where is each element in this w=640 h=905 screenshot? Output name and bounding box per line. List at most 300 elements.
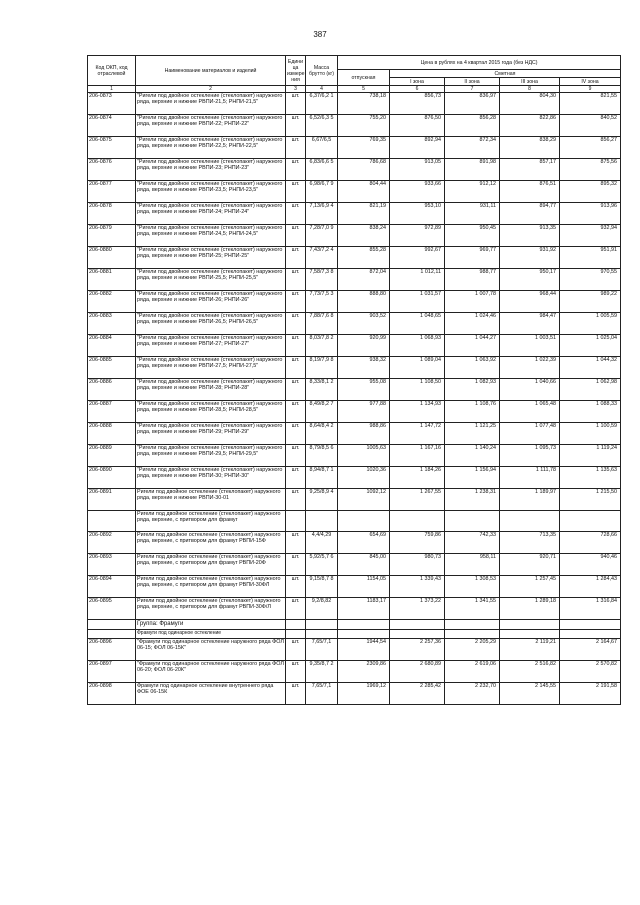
table-row — [88, 335, 621, 357]
empty-cell — [445, 630, 500, 639]
price-zone2-cell: 2 619,06 — [445, 661, 500, 683]
price-zone4-cell: 875,56 — [560, 159, 621, 181]
empty-cell — [500, 511, 560, 532]
mass-cell: 6,52/6,3 5 — [306, 115, 338, 137]
mass-cell: 6,37/6,2 1 — [306, 93, 338, 115]
price-zone2-cell: 1 044,27 — [445, 335, 500, 357]
mass-cell: 8,94/8,7 1 — [306, 467, 338, 489]
price-otpusknaya-cell: 755,20 — [338, 115, 390, 137]
unit-cell: шт. — [286, 357, 306, 379]
price-zone3-cell: 1 095,73 — [500, 445, 560, 467]
unit-cell: шт. — [286, 489, 306, 511]
product-code-cell: 206-0890 — [88, 467, 136, 489]
table-row — [88, 115, 621, 137]
price-zone1-cell: 2 680,89 — [390, 661, 445, 683]
price-zone2-cell: 988,77 — [445, 269, 500, 291]
product-name-cell: "Ригели под двойное остекление (стеклопакет) наружного ряда, верхние и нижние РВПИ-26,5; РНПИ-26,5" — [136, 313, 286, 335]
price-zone4-cell: 1 284,43 — [560, 576, 621, 598]
price-zone2-cell: 931,11 — [445, 203, 500, 225]
table-row — [88, 576, 621, 598]
price-zone3-cell: 804,30 — [500, 93, 560, 115]
product-name-cell: "Ригели под двойное остекление (стеклопакет) наружного ряда, верхние и нижние РВПИ-27; РНПИ-27" — [136, 335, 286, 357]
price-zone1-cell: 2 257,36 — [390, 639, 445, 661]
page-number: 387 — [313, 30, 327, 39]
unit-cell: шт. — [286, 423, 306, 445]
mass-cell: 7,43/7,2 4 — [306, 247, 338, 269]
table-body — [88, 86, 621, 705]
table-row — [88, 554, 621, 576]
unit-cell: шт. — [286, 159, 306, 181]
price-zone4-cell: 840,52 — [560, 115, 621, 137]
price-otpusknaya-cell: 838,24 — [338, 225, 390, 247]
price-otpusknaya-cell: 2309,86 — [338, 661, 390, 683]
mass-cell: 8,33/8,1 2 — [306, 379, 338, 401]
price-zone4-cell: 940,46 — [560, 554, 621, 576]
product-name-cell: "Ригели под двойное остекление (стеклопакет) наружного ряда, верхние и нижние РВПИ-25,5; РНПИ-25,5" — [136, 269, 286, 291]
product-code-cell: 206-0887 — [88, 401, 136, 423]
table-row — [88, 683, 621, 705]
price-zone2-cell: 1 121,25 — [445, 423, 500, 445]
price-otpusknaya-cell: 988,86 — [338, 423, 390, 445]
table-row — [88, 269, 621, 291]
price-zone1-cell: 892,94 — [390, 137, 445, 159]
empty-cell — [286, 511, 306, 532]
price-zone3-cell: 968,44 — [500, 291, 560, 313]
price-zone2-cell: 1 140,24 — [445, 445, 500, 467]
product-name-cell: "Ригели под двойное остекление (стеклопакет) наружного ряда, верхние и нижние РВПИ-29,5; РНПИ-29,5" — [136, 445, 286, 467]
section-note: Ригели под двойное остекление (стеклопакет) наружного ряда, верхние, с притвором для фрамуг — [136, 511, 286, 532]
price-otpusknaya-cell: 955,08 — [338, 379, 390, 401]
table-row — [88, 532, 621, 554]
price-otpusknaya-cell: 872,04 — [338, 269, 390, 291]
empty-cell — [88, 630, 136, 639]
empty-cell — [500, 630, 560, 639]
product-code-cell: 206-0892 — [88, 532, 136, 554]
empty-cell — [338, 630, 390, 639]
product-name-cell: "Ригели под двойное остекление (стеклопакет) наружного ряда, верхние и нижние РВПИ-25; РНПИ-25" — [136, 247, 286, 269]
product-code-cell: 206-0878 — [88, 203, 136, 225]
mass-cell: 4,4/4,29 — [306, 532, 338, 554]
empty-cell — [306, 630, 338, 639]
column-number-cell: 4 — [306, 86, 338, 93]
price-zone1-cell: 876,50 — [390, 115, 445, 137]
unit-cell: шт. — [286, 247, 306, 269]
price-zone2-cell: 1 007,78 — [445, 291, 500, 313]
product-code-cell: 206-0882 — [88, 291, 136, 313]
price-zone4-cell: 989,22 — [560, 291, 621, 313]
product-name-cell: "Ригели под двойное остекление (стеклопакет) наружного ряда, верхние и нижние РВПИ-28; РНПИ-28" — [136, 379, 286, 401]
price-otpusknaya-cell: 654,69 — [338, 532, 390, 554]
unit-cell: шт. — [286, 269, 306, 291]
price-zone2-cell: 872,34 — [445, 137, 500, 159]
price-zone4-cell: 913,96 — [560, 203, 621, 225]
price-zone3-cell: 1 289,18 — [500, 598, 560, 620]
price-zone2-cell: 1 082,93 — [445, 379, 500, 401]
price-zone3-cell: 838,29 — [500, 137, 560, 159]
price-zone4-cell: 1 100,59 — [560, 423, 621, 445]
price-zone4-cell: 970,55 — [560, 269, 621, 291]
mass-cell: 6,98/6,7 9 — [306, 181, 338, 203]
price-zone1-cell: 1 089,04 — [390, 357, 445, 379]
col-smetnaya-header: Сметная — [390, 70, 621, 78]
price-zone4-cell: 728,66 — [560, 532, 621, 554]
price-zone2-cell: 1 108,76 — [445, 401, 500, 423]
empty-cell — [445, 620, 500, 630]
table-row — [88, 445, 621, 467]
mass-cell: 8,79/8,5 6 — [306, 445, 338, 467]
price-zone3-cell: 713,35 — [500, 532, 560, 554]
price-zone3-cell: 984,47 — [500, 313, 560, 335]
unit-cell: шт. — [286, 554, 306, 576]
price-zone2-cell: 1 063,92 — [445, 357, 500, 379]
price-zone3-cell: 1 003,51 — [500, 335, 560, 357]
unit-cell: шт. — [286, 639, 306, 661]
price-otpusknaya-cell: 1092,12 — [338, 489, 390, 511]
price-zone1-cell: 1 108,50 — [390, 379, 445, 401]
table-row — [88, 247, 621, 269]
empty-cell — [338, 620, 390, 630]
col-mass-header: Масса брутто (кг) — [306, 56, 338, 86]
subgroup-label: Фрамуги под одинарное остекление — [136, 630, 286, 639]
price-otpusknaya-cell: 888,80 — [338, 291, 390, 313]
price-zone1-cell: 1 134,93 — [390, 401, 445, 423]
price-otpusknaya-cell: 1944,54 — [338, 639, 390, 661]
price-zone2-cell: 891,98 — [445, 159, 500, 181]
price-zone2-cell: 836,97 — [445, 93, 500, 115]
unit-cell: шт. — [286, 335, 306, 357]
table-row — [88, 181, 621, 203]
price-otpusknaya-cell: 786,68 — [338, 159, 390, 181]
mass-cell: 9,15/8,7 8 — [306, 576, 338, 598]
mass-cell: 5,92/5,7 6 — [306, 554, 338, 576]
mass-cell: 9,2/8,82 — [306, 598, 338, 620]
col-price-group-header: Цена в рублях на 4 квартал 2015 года (без НДС) — [338, 56, 621, 70]
price-zone2-cell: 1 238,31 — [445, 489, 500, 511]
empty-cell — [306, 511, 338, 532]
product-code-cell: 206-0888 — [88, 423, 136, 445]
product-name-cell: "Ригели под двойное остекление (стеклопакет) наружного ряда, верхние и нижние РВПИ-26; РНПИ-26" — [136, 291, 286, 313]
product-code-cell: 206-0879 — [88, 225, 136, 247]
unit-cell: шт. — [286, 93, 306, 115]
price-zone3-cell: 2 145,55 — [500, 683, 560, 705]
price-zone1-cell: 992,67 — [390, 247, 445, 269]
price-otpusknaya-cell: 738,18 — [338, 93, 390, 115]
col-zone2-header: II зона — [445, 78, 500, 86]
column-number-cell: 2 — [136, 86, 286, 93]
product-code-cell: 206-0896 — [88, 639, 136, 661]
price-zone1-cell: 1 184,26 — [390, 467, 445, 489]
col-zone4-header: IV зона — [560, 78, 621, 86]
price-zone3-cell: 1 257,45 — [500, 576, 560, 598]
group-label-row — [88, 620, 621, 630]
price-zone2-cell: 969,77 — [445, 247, 500, 269]
mass-cell: 8,19/7,9 8 — [306, 357, 338, 379]
price-zone3-cell: 931,92 — [500, 247, 560, 269]
mass-cell: 8,49/8,2 7 — [306, 401, 338, 423]
column-number-cell: 3 — [286, 86, 306, 93]
product-code-cell: 206-0874 — [88, 115, 136, 137]
price-zone1-cell: 856,73 — [390, 93, 445, 115]
table-row — [88, 661, 621, 683]
product-code-cell: 206-0897 — [88, 661, 136, 683]
empty-cell — [560, 511, 621, 532]
column-number-cell: 5 — [338, 86, 390, 93]
table-row — [88, 467, 621, 489]
product-name-cell: "Ригели под двойное остекление (стеклопакет) наружного ряда, верхние и нижние РВПИ-27,5; РНПИ-27,5" — [136, 357, 286, 379]
table-row — [88, 598, 621, 620]
table-row — [88, 489, 621, 511]
unit-cell: шт. — [286, 379, 306, 401]
mass-cell: 8,64/8,4 2 — [306, 423, 338, 445]
price-zone1-cell: 980,73 — [390, 554, 445, 576]
price-zone4-cell: 951,91 — [560, 247, 621, 269]
product-name-cell: "Ригели под двойное остекление (стеклопакет) наружного ряда, верхние и нижние РВПИ-24,5; РНПИ-24,5" — [136, 225, 286, 247]
product-name-cell: "Ригели под двойное остекление (стеклопакет) наружного ряда, верхние и нижние РВПИ-24; РНПИ-24" — [136, 203, 286, 225]
price-otpusknaya-cell: 1969,12 — [338, 683, 390, 705]
price-zone2-cell: 1 308,53 — [445, 576, 500, 598]
table-row — [88, 423, 621, 445]
empty-cell — [286, 630, 306, 639]
price-zone4-cell: 1 044,32 — [560, 357, 621, 379]
price-zone4-cell: 2 191,58 — [560, 683, 621, 705]
price-zone3-cell: 1 077,48 — [500, 423, 560, 445]
price-zone4-cell: 1 215,50 — [560, 489, 621, 511]
table-row — [88, 137, 621, 159]
mass-cell: 7,65/7,1 — [306, 639, 338, 661]
table-row — [88, 203, 621, 225]
product-name-cell: "Ригели под двойное остекление (стеклопакет) наружного ряда, верхние и нижние РВПИ-23; РНПИ-23" — [136, 159, 286, 181]
price-zone2-cell: 1 024,46 — [445, 313, 500, 335]
empty-cell — [560, 630, 621, 639]
table-row — [88, 291, 621, 313]
column-number-cell: 1 — [88, 86, 136, 93]
unit-cell: шт. — [286, 576, 306, 598]
price-zone3-cell: 894,77 — [500, 203, 560, 225]
price-zone3-cell: 1 065,48 — [500, 401, 560, 423]
empty-cell — [338, 511, 390, 532]
price-zone4-cell: 1 005,59 — [560, 313, 621, 335]
price-zone3-cell: 857,17 — [500, 159, 560, 181]
product-code-cell: 206-0886 — [88, 379, 136, 401]
empty-cell — [306, 620, 338, 630]
unit-cell: шт. — [286, 225, 306, 247]
price-zone4-cell: 1 062,98 — [560, 379, 621, 401]
table-row — [88, 357, 621, 379]
price-zone2-cell: 1 341,55 — [445, 598, 500, 620]
product-name-cell: Ригели под двойное остекление (стеклопакет) наружного ряда, верхние, с притвором для фрамуг РВПИ-20Ф — [136, 554, 286, 576]
table-row — [88, 401, 621, 423]
price-zone1-cell: 1 339,43 — [390, 576, 445, 598]
mass-cell: 8,03/7,8 2 — [306, 335, 338, 357]
price-zone4-cell: 1 316,84 — [560, 598, 621, 620]
mass-cell: 7,58/7,3 8 — [306, 269, 338, 291]
price-otpusknaya-cell: 903,52 — [338, 313, 390, 335]
product-code-cell: 206-0894 — [88, 576, 136, 598]
price-otpusknaya-cell: 855,28 — [338, 247, 390, 269]
price-otpusknaya-cell: 804,44 — [338, 181, 390, 203]
product-code-cell: 206-0881 — [88, 269, 136, 291]
price-zone1-cell: 1 048,65 — [390, 313, 445, 335]
unit-cell: шт. — [286, 445, 306, 467]
price-zone1-cell: 1 012,11 — [390, 269, 445, 291]
price-otpusknaya-cell: 845,00 — [338, 554, 390, 576]
unit-cell: шт. — [286, 683, 306, 705]
price-zone4-cell: 1 119,24 — [560, 445, 621, 467]
product-name-cell: "Ригели под двойное остекление (стеклопакет) наружного ряда, верхние и нижние РВПИ-28,5; РНПИ-28,5" — [136, 401, 286, 423]
empty-cell — [88, 620, 136, 630]
price-otpusknaya-cell: 977,88 — [338, 401, 390, 423]
price-zone2-cell: 2 205,29 — [445, 639, 500, 661]
price-table — [87, 55, 621, 705]
price-zone3-cell: 2 516,82 — [500, 661, 560, 683]
empty-cell — [286, 620, 306, 630]
product-name-cell: "Фрамуги под одинарное остекление наружного ряда ФОЛ 06-20; ФОЛ 06-20К" — [136, 661, 286, 683]
mass-cell: 9,35/8,7 2 — [306, 661, 338, 683]
col-otpusknaya-header: отпускная — [338, 70, 390, 86]
product-code-cell: 206-0875 — [88, 137, 136, 159]
column-number-cell: 7 — [445, 86, 500, 93]
price-zone4-cell: 856,27 — [560, 137, 621, 159]
price-otpusknaya-cell: 1183,17 — [338, 598, 390, 620]
col-name-header: Наименование материалов и изделий — [136, 56, 286, 86]
group-label: Группа: Фрамуги — [136, 620, 286, 630]
price-zone1-cell: 1 373,22 — [390, 598, 445, 620]
price-zone4-cell: 2 164,67 — [560, 639, 621, 661]
unit-cell: шт. — [286, 203, 306, 225]
price-zone1-cell: 953,10 — [390, 203, 445, 225]
empty-cell — [500, 620, 560, 630]
unit-cell: шт. — [286, 137, 306, 159]
empty-cell — [445, 511, 500, 532]
col-zone1-header: I зона — [390, 78, 445, 86]
price-zone2-cell: 950,45 — [445, 225, 500, 247]
price-zone2-cell: 1 156,94 — [445, 467, 500, 489]
price-zone2-cell: 2 232,70 — [445, 683, 500, 705]
empty-cell — [88, 511, 136, 532]
price-otpusknaya-cell: 821,19 — [338, 203, 390, 225]
unit-cell: шт. — [286, 181, 306, 203]
table-row — [88, 93, 621, 115]
table-row — [88, 225, 621, 247]
product-name-cell: "Фрамуги под одинарное остекление наружного ряда ФОЛ 06-15; ФОЛ 06-15К" — [136, 639, 286, 661]
price-zone1-cell: 2 285,42 — [390, 683, 445, 705]
price-zone2-cell: 856,28 — [445, 115, 500, 137]
product-name-cell: "Ригели под двойное остекление (стеклопакет) наружного ряда, верхние и нижние РВПИ-21,5; РНПИ-21,5" — [136, 93, 286, 115]
table-row — [88, 639, 621, 661]
price-otpusknaya-cell: 920,99 — [338, 335, 390, 357]
price-zone1-cell: 1 167,16 — [390, 445, 445, 467]
unit-cell: шт. — [286, 401, 306, 423]
price-zone1-cell: 1 267,55 — [390, 489, 445, 511]
product-code-cell: 206-0895 — [88, 598, 136, 620]
price-zone3-cell: 1 111,78 — [500, 467, 560, 489]
price-zone3-cell: 1 189,97 — [500, 489, 560, 511]
price-zone1-cell: 759,86 — [390, 532, 445, 554]
unit-cell: шт. — [286, 598, 306, 620]
product-code-cell: 206-0885 — [88, 357, 136, 379]
price-zone1-cell: 933,66 — [390, 181, 445, 203]
mass-cell: 7,73/7,5 3 — [306, 291, 338, 313]
price-otpusknaya-cell: 769,35 — [338, 137, 390, 159]
product-name-cell: Ригели под двойное остекление (стеклопакет) наружного ряда, верхние, с притвором для фрамуг РВПИ-30ФЛ — [136, 576, 286, 598]
mass-cell: 7,88/7,6 8 — [306, 313, 338, 335]
col-unit-header: Едини ца измере ния — [286, 56, 306, 86]
product-name-cell: Фрамуги под одинарное остекление внутреннего ряда ФОЕ 06-15К — [136, 683, 286, 705]
table-row — [88, 379, 621, 401]
mass-cell: 7,28/7,0 9 — [306, 225, 338, 247]
price-zone3-cell: 2 119,21 — [500, 639, 560, 661]
product-name-cell: Ригели под двойное остекление (стеклопакет) наружного ряда, верхние, с притвором для фрамуг РВПИ-30Ф/Л — [136, 598, 286, 620]
unit-cell: шт. — [286, 115, 306, 137]
price-zone3-cell: 1 022,39 — [500, 357, 560, 379]
table-row — [88, 159, 621, 181]
product-name-cell: Ригели под двойное остекление (стеклопакет) наружного ряда, верхние и нижние РВПИ-30-01 — [136, 489, 286, 511]
price-zone4-cell: 2 570,82 — [560, 661, 621, 683]
price-zone3-cell: 876,51 — [500, 181, 560, 203]
empty-cell — [390, 620, 445, 630]
product-code-cell: 206-0889 — [88, 445, 136, 467]
price-zone4-cell: 1 025,04 — [560, 335, 621, 357]
price-zone1-cell: 913,05 — [390, 159, 445, 181]
table-header — [88, 56, 621, 86]
product-name-cell: "Ригели под двойное остекление (стеклопакет) наружного ряда, верхние и нижние РВПИ-29; РНПИ-29" — [136, 423, 286, 445]
product-code-cell: 206-0898 — [88, 683, 136, 705]
price-zone1-cell: 1 031,57 — [390, 291, 445, 313]
empty-cell — [560, 620, 621, 630]
empty-cell — [390, 511, 445, 532]
mass-cell: 6,83/6,6 5 — [306, 159, 338, 181]
product-name-cell: "Ригели под двойное остекление (стеклопакет) наружного ряда, верхние и нижние РВПИ-30; РНПИ-30" — [136, 467, 286, 489]
mass-cell: 9,25/8,9 4 — [306, 489, 338, 511]
subgroup-label-row — [88, 630, 621, 639]
product-code-cell: 206-0893 — [88, 554, 136, 576]
column-number-row — [88, 86, 621, 93]
unit-cell: шт. — [286, 532, 306, 554]
price-zone2-cell: 912,12 — [445, 181, 500, 203]
unit-cell: шт. — [286, 661, 306, 683]
column-number-cell: 6 — [390, 86, 445, 93]
mass-cell: 7,65/7,1 — [306, 683, 338, 705]
price-zone3-cell: 822,86 — [500, 115, 560, 137]
price-zone3-cell: 920,71 — [500, 554, 560, 576]
price-zone1-cell: 972,89 — [390, 225, 445, 247]
price-zone4-cell: 1 135,63 — [560, 467, 621, 489]
product-code-cell: 206-0873 — [88, 93, 136, 115]
product-name-cell: "Ригели под двойное остекление (стеклопакет) наружного ряда, верхние и нижние РВПИ-22; РНПИ-22" — [136, 115, 286, 137]
table-row — [88, 313, 621, 335]
section-note-row — [88, 511, 621, 532]
mass-cell: 7,13/6,9 4 — [306, 203, 338, 225]
col-code-header: Код ОКП, код отраслевой — [88, 56, 136, 86]
product-code-cell: 206-0883 — [88, 313, 136, 335]
column-number-cell: 8 — [500, 86, 560, 93]
price-zone2-cell: 958,11 — [445, 554, 500, 576]
unit-cell: шт. — [286, 291, 306, 313]
product-name-cell: "Ригели под двойное остекление (стеклопакет) наружного ряда, верхние и нижние РВПИ-22,5; РНПИ-22,5" — [136, 137, 286, 159]
price-zone1-cell: 1 147,72 — [390, 423, 445, 445]
price-zone3-cell: 913,35 — [500, 225, 560, 247]
product-name-cell: "Ригели под двойное остекление (стеклопакет) наружного ряда, верхние и нижние РВПИ-23,5; РНПИ-23,5" — [136, 181, 286, 203]
price-zone4-cell: 895,32 — [560, 181, 621, 203]
price-zone3-cell: 1 040,66 — [500, 379, 560, 401]
mass-cell: 6,67/6,5 — [306, 137, 338, 159]
product-code-cell: 206-0884 — [88, 335, 136, 357]
unit-cell: шт. — [286, 313, 306, 335]
product-code-cell: 206-0891 — [88, 489, 136, 511]
price-zone1-cell: 1 068,93 — [390, 335, 445, 357]
price-zone4-cell: 932,94 — [560, 225, 621, 247]
product-code-cell: 206-0877 — [88, 181, 136, 203]
